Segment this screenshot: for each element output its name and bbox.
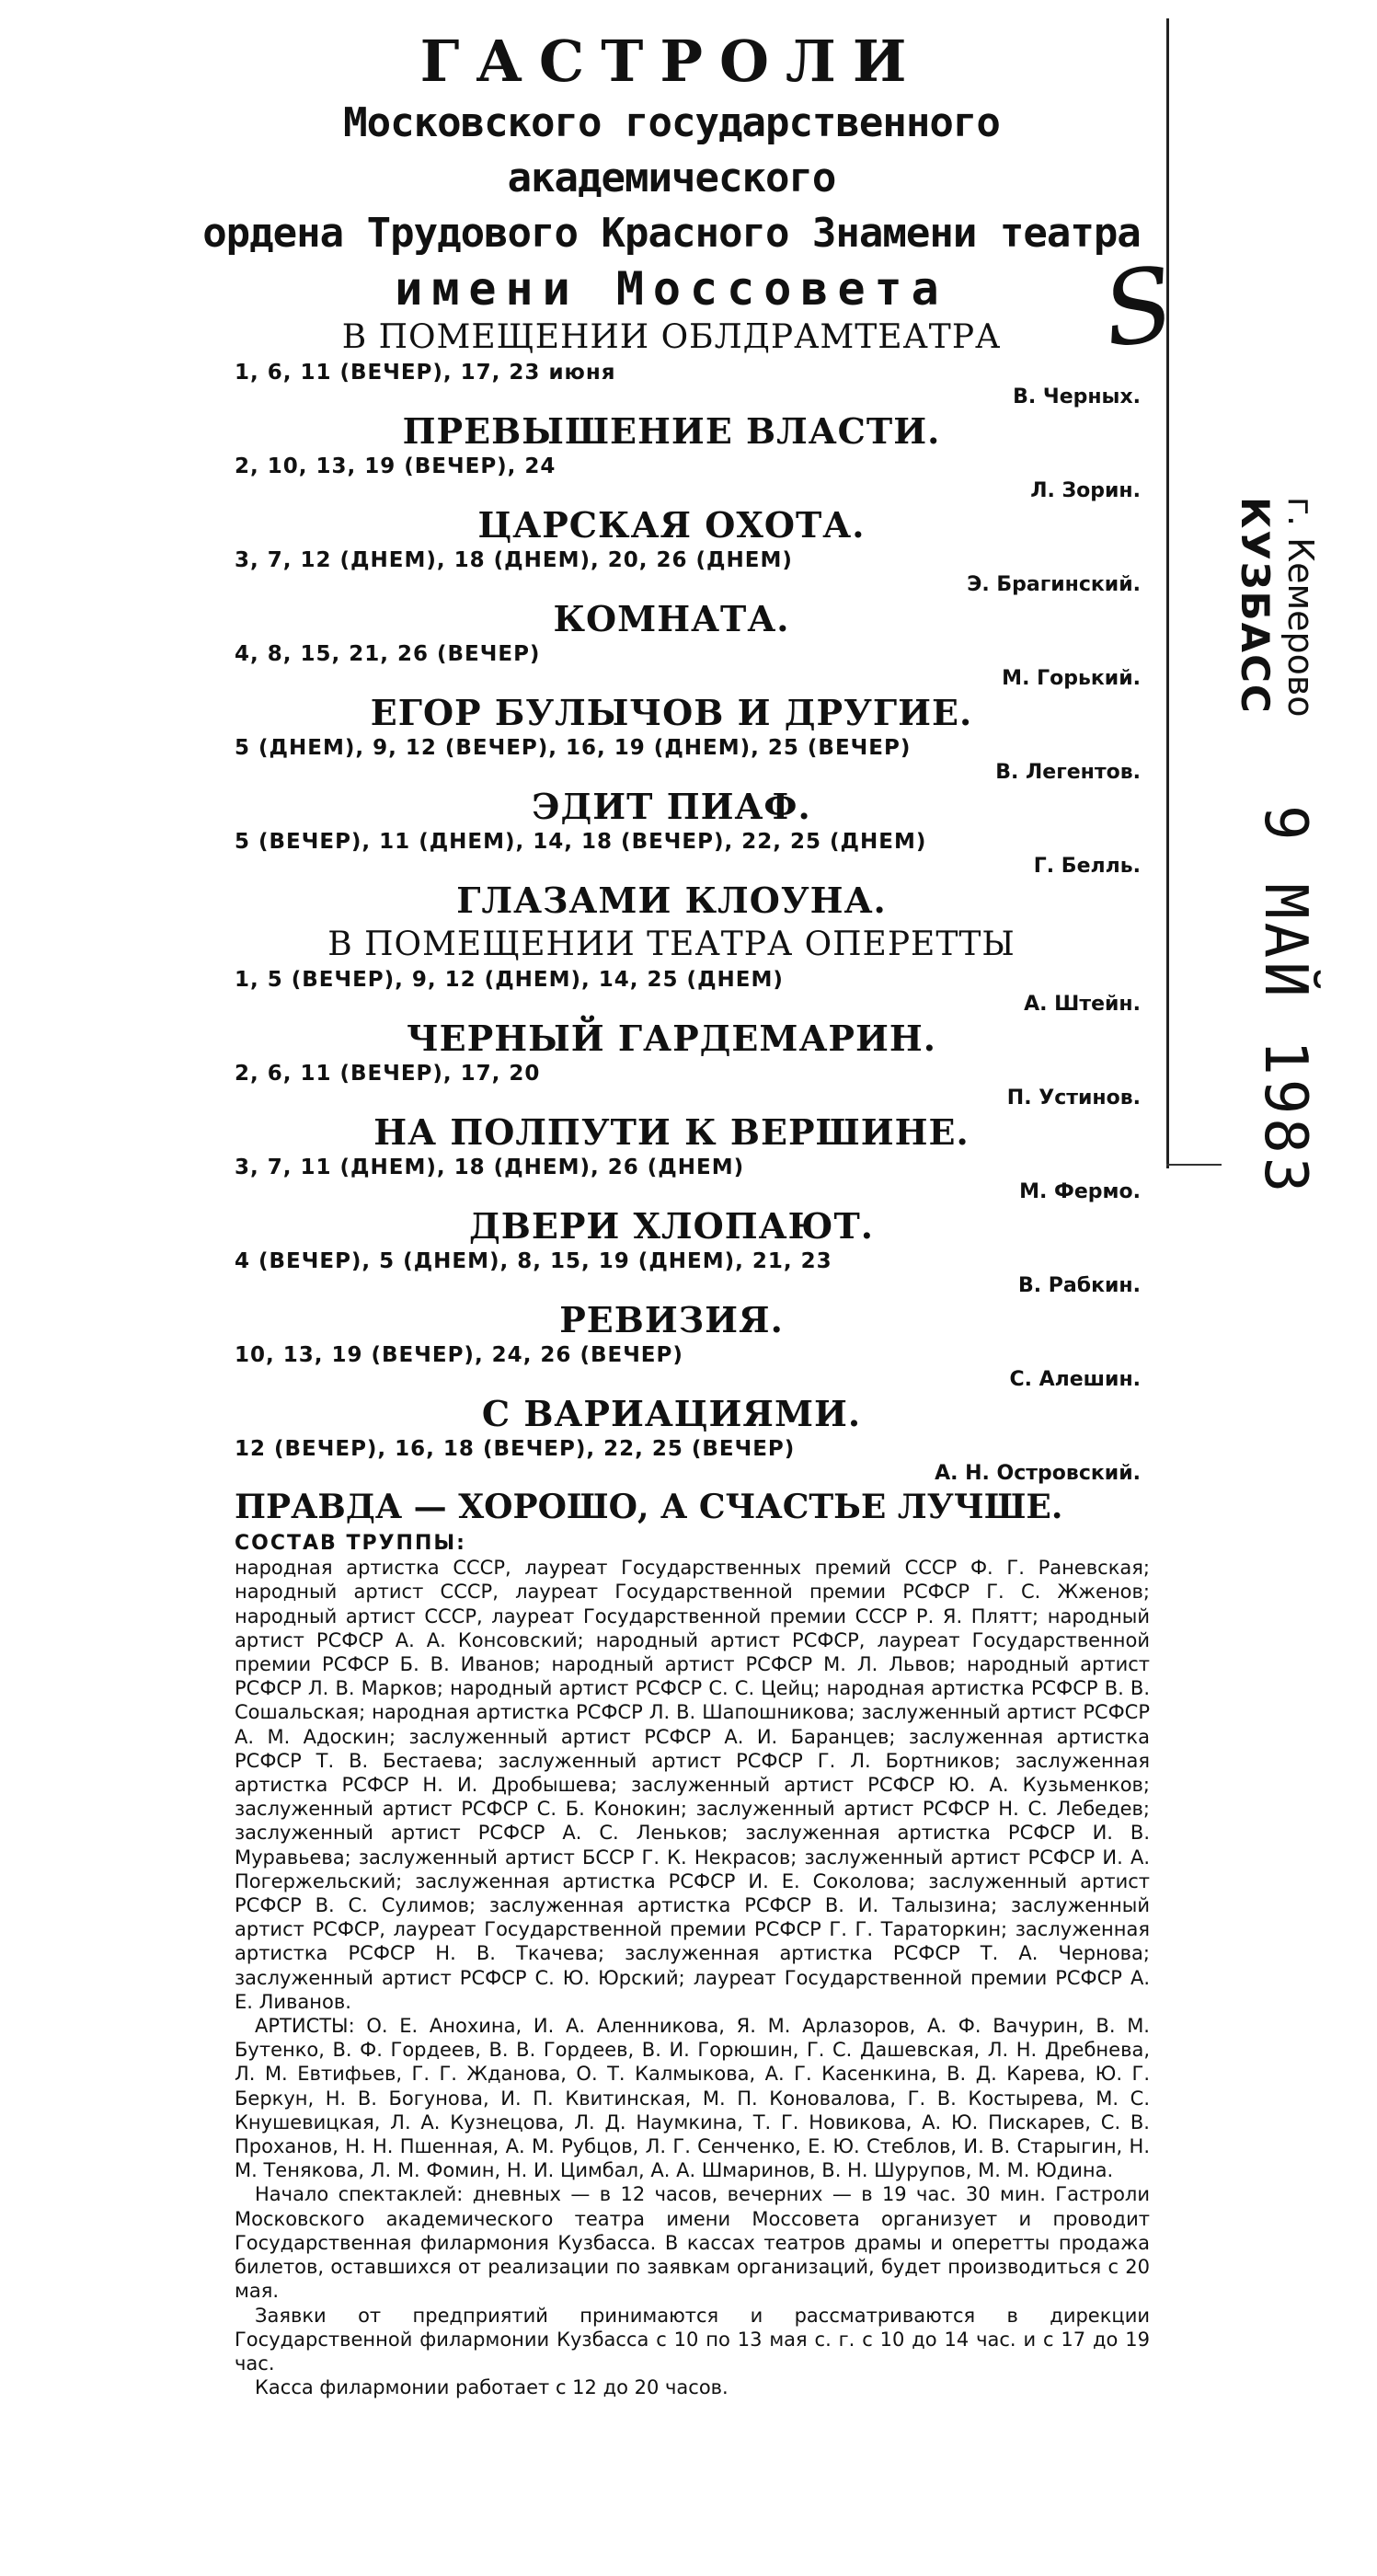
play-entry (184, 734, 1159, 828)
play-entry (184, 359, 1159, 453)
headline: ГАСТРОЛИ (419, 28, 924, 95)
play-title: РЕВИЗИЯ. (559, 1299, 784, 1340)
play-entry (184, 640, 1159, 734)
play-entry (184, 1341, 1159, 1435)
playbill-operetta (184, 966, 1159, 1527)
clipping-edge-tick (1166, 1164, 1222, 1166)
play-title: КОМНАТА. (553, 598, 790, 639)
newspaper-date-stamp (1223, 497, 1343, 1197)
clipping-edge-divider (1166, 18, 1169, 1168)
play-dates: 4 (ВЕЧЕР), 5 (ДНЕМ), 8, 15, 19 (ДНЕМ), 21, 23 (235, 1249, 832, 1273)
play-title: ДВЕРИ ХЛОПАЮТ. (468, 1205, 874, 1247)
play-entry (184, 453, 1159, 546)
play-dates: 5 (ДНЕМ), 9, 12 (ВЕЧЕР), 16, 19 (ДНЕМ), 25 (ВЕЧЕР) (235, 736, 912, 760)
play-author: В. Легентов. (995, 761, 1141, 784)
play-dates: 10, 13, 19 (ВЕЧЕР), 24, 26 (ВЕЧЕР) (235, 1343, 683, 1367)
stamp-date: 9 МАЙ 1983 (1251, 805, 1319, 1197)
newspaper-clipping (184, 18, 1159, 2521)
play-author: В. Черных. (1013, 385, 1141, 408)
play-author: А. Н. Островский. (935, 1462, 1141, 1485)
play-title: ЭДИТ ПИАФ. (532, 786, 811, 827)
troupe-heading: СОСТАВ ТРУППЫ: (235, 1532, 466, 1555)
play-entry (184, 1435, 1159, 1527)
venue-operetta-theatre: В ПОМЕЩЕНИИ ТЕАТРА ОПЕРЕТТЫ (327, 926, 1016, 963)
play-entry (184, 966, 1159, 1060)
venue-drama-theatre: В ПОМЕЩЕНИИ ОБЛДРАМТЕАТРА (341, 318, 1002, 356)
play-entry (184, 1248, 1159, 1341)
play-dates: 12 (ВЕЧЕР), 16, 18 (ВЕЧЕР), 22, 25 (ВЕЧЕР) (235, 1437, 796, 1461)
play-author: М. Горький. (1002, 667, 1141, 690)
play-author: Г. Белль. (1033, 855, 1141, 878)
info-paragraph-1: Начало спектаклей: дневных — в 12 часов, вечерних — в 19 час. 30 мин. Гастроли Московского академического театра имени Моссовета организует и проводит Государственная филармония Кузбасса. В кассах театров драмы и оперетты продажа билетов, оставшихся от реализации по заявкам организаций, будет производиться с 20 мая. (235, 2183, 1150, 2303)
info-paragraph-3: Касса филармонии работает с 12 до 20 часов. (255, 2376, 729, 2399)
theatre-name-line-1: Московского государственного академического (343, 99, 1000, 201)
play-title: НА ПОЛПУТИ К ВЕРШИНЕ. (373, 1111, 970, 1153)
play-dates: 4, 8, 15, 21, 26 (ВЕЧЕР) (235, 642, 541, 666)
play-title: ПРАВДА — ХОРОШО, А СЧАСТЬЕ ЛУЧШЕ. (235, 1488, 1063, 1526)
play-author: С. Алешин. (1009, 1368, 1141, 1391)
play-title: ГЛАЗАМИ КЛОУНА. (456, 880, 887, 921)
theatre-name-line-2: ордена Трудового Красного Знамени театра (202, 210, 1141, 257)
play-author: А. Штейн. (1024, 993, 1141, 1016)
playbill-drama (184, 359, 1159, 922)
play-dates: 1, 5 (ВЕЧЕР), 9, 12 (ДНЕМ), 14, 25 (ДНЕМ) (235, 968, 784, 992)
handwritten-mark: S (1096, 244, 1181, 371)
play-dates: 3, 7, 12 (ДНЕМ), 18 (ДНЕМ), 20, 26 (ДНЕМ) (235, 548, 793, 572)
play-title: ЕГОР БУЛЫЧОВ И ДРУГИЕ. (370, 692, 973, 733)
theatre-name-line-3: имени Моссовета (395, 262, 948, 316)
troupe-section (184, 1531, 1159, 2399)
play-title: ПРЕВЫШЕНИЕ ВЛАСТИ. (402, 410, 941, 452)
play-entry (184, 828, 1159, 922)
stamp-city: г. Кемерово (1280, 497, 1321, 718)
play-dates: 5 (ВЕЧЕР), 11 (ДНЕМ), 14, 18 (ВЕЧЕР), 22, 25 (ДНЕМ) (235, 830, 927, 854)
play-title: С ВАРИАЦИЯМИ. (481, 1393, 862, 1434)
play-author: В. Рабкин. (1017, 1274, 1141, 1297)
play-author: М. Фермо. (1019, 1180, 1141, 1203)
artists-list: АРТИСТЫ: О. Е. Анохина, И. А. Аленникова, Я. М. Арлазоров, А. Ф. Вачурин, В. М. Бутенко, В. Ф. Гордеев, В. В. Гордеев, В. И. Горюшин, Г. С. Дашевская, Л. Н. Дребнева, Л. М. Евтифьев, Г. Г. Жданова, О. Т. Калмыкова, А. Г. Касенкина, В. Д. Карева, Ю. Г. Беркун, Н. В. Богунова, И. П. Квитинская, М. П. Коновалова, Г. В. Костырева, М. С. Кнушевицкая, Л. А. Кузнецова, Л. Д. Наумкина, Т. Г. Новикова, А. Ю. Пискарев, С. В. Проханов, Н. Н. Пшенная, А. М. Рубцов, Л. Г. Сенченко, Е. Ю. Стеблов, И. В. Старыгин, Н. М. Тенякова, Л. М. Фомин, Н. И. Цимбал, А. А. Шмаринов, В. Н. Шурупов, М. М. Юдина. (235, 2015, 1150, 2182)
play-dates: 1, 6, 11 (ВЕЧЕР), 17, 23 июня (235, 361, 616, 385)
play-dates: 2, 6, 11 (ВЕЧЕР), 17, 20 (235, 1062, 541, 1086)
info-paragraph-2: Заявки от предприятий принимаются и рассматриваются в дирекции Государственной филармонии Кузбасса с 10 по 13 мая с. г. с 10 до 14 час. и с 17 до 19 час. (235, 2304, 1150, 2375)
play-dates: 3, 7, 11 (ДНЕМ), 18 (ДНЕМ), 26 (ДНЕМ) (235, 1156, 745, 1179)
troupe-list: народная артистка СССР, лауреат Государственных премий СССР Ф. Г. Раневская; народный артист СССР, лауреат Государственной премии РСФСР Г. С. Жженов; народный артист СССР, лауреат Государственной премии СССР Р. Я. Плятт; народный артист РСФСР А. А. Консовский; народный артист РСФСР, лауреат Государственной премии РСФСР Б. В. Иванов; народный артист РСФСР М. Л. Львов; народный артист РСФСР Л. В. Марков; народный артист РСФСР С. С. Цейц; народная артистка РСФСР В. В. Сошальская; народная артистка РСФСР Л. В. Шапошникова; заслуженный артист РСФСР А. М. Адоскин; заслуженный артист РСФСР А. И. Баранцев; заслуженная артистка РСФСР Т. В. Бестаева; заслуженный артист РСФСР Г. Л. Бортников; заслуженная артистка РСФСР Н. И. Дробышева; заслуженный артист РСФСР Ю. А. Кузьменков; заслуженный артист РСФСР С. Б. Конокин; заслуженный артист РСФСР Н. С. Лебедев; заслуженный артист РСФСР А. С. Леньков; заслуженная артистка РСФСР И. В. Муравьева; заслуженный артист БССР Г. К. Некрасов; заслуженный артист РСФСР И. А. Погержельский; заслуженная артистка РСФСР И. Е. Соколова; заслуженный артист РСФСР В. С. Сулимов; заслуженная артистка РСФСР В. И. Талызина; заслуженный артист РСФСР, лауреат Государственной премии РСФСР Г. Г. Тараторкин; заслуженная артистка РСФСР Н. В. Ткачева; заслуженная артистка РСФСР Т. А. Чернова; заслуженный артист РСФСР С. Ю. Юрский; лауреат Государственной премии РСФСР А. Е. Ливанов. (235, 1557, 1150, 2013)
play-author: П. Устинов. (1006, 1087, 1141, 1110)
stamp-paper-name: КУЗБАСС (1233, 497, 1278, 715)
play-entry (184, 1060, 1159, 1154)
play-entry (184, 1154, 1159, 1248)
play-author: Э. Брагинский. (967, 573, 1141, 596)
play-title: ЦАРСКАЯ ОХОТА. (477, 504, 866, 546)
play-entry (184, 546, 1159, 640)
play-author: Л. Зорин. (1030, 479, 1141, 502)
play-title: ЧЕРНЫЙ ГАРДЕМАРИН. (406, 1018, 937, 1059)
play-dates: 2, 10, 13, 19 (ВЕЧЕР), 24 (235, 454, 557, 478)
